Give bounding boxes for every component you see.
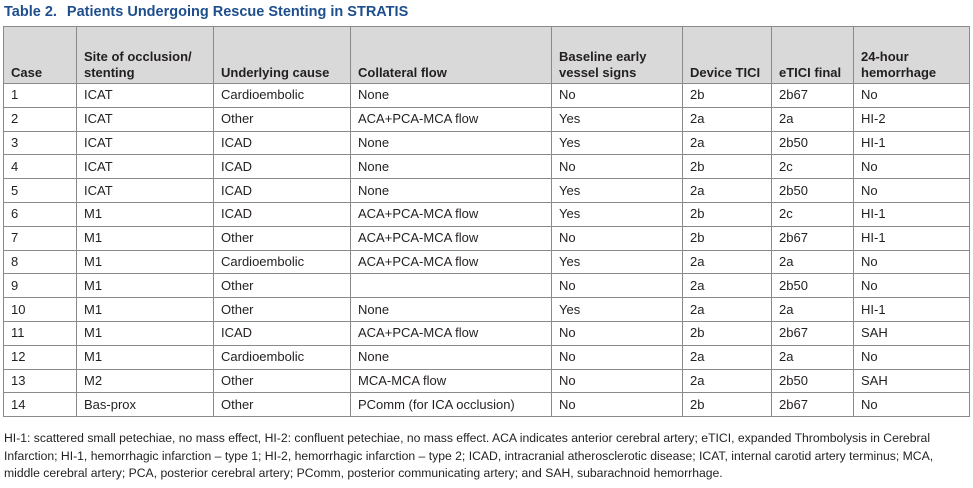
- table-cell: ICAT: [77, 179, 214, 203]
- table-cell: SAH: [854, 369, 970, 393]
- table-cell: 2b: [683, 84, 772, 108]
- table-cell: No: [552, 321, 683, 345]
- table-body: [4, 84, 970, 417]
- table-cell: 2a: [772, 345, 854, 369]
- table-cell: ICAT: [77, 84, 214, 108]
- table-cell: 7: [4, 226, 77, 250]
- table-cell: No: [854, 345, 970, 369]
- table-row: [4, 369, 970, 393]
- table-cell: 1: [4, 84, 77, 108]
- table-cell: 2a: [683, 131, 772, 155]
- table-row: [4, 393, 970, 417]
- table-cell: No: [552, 274, 683, 298]
- table-cell: None: [351, 345, 552, 369]
- table-cell: 2c: [772, 155, 854, 179]
- table-cell: HI-1: [854, 226, 970, 250]
- table-cell: 2a: [772, 298, 854, 322]
- table-row: [4, 250, 970, 274]
- table-cell: 11: [4, 321, 77, 345]
- table-cell: 2b50: [772, 369, 854, 393]
- table-cell: Cardioembolic: [214, 345, 351, 369]
- table-cell: 5: [4, 179, 77, 203]
- table-cell: HI-2: [854, 107, 970, 131]
- table-cell: Other: [214, 274, 351, 298]
- table-cell: ICAT: [77, 131, 214, 155]
- table-cell: 2b50: [772, 179, 854, 203]
- table-cell: SAH: [854, 321, 970, 345]
- table-cell: M1: [77, 321, 214, 345]
- table-cell: 2a: [772, 107, 854, 131]
- table-cell: HI-1: [854, 202, 970, 226]
- table-cell: Other: [214, 369, 351, 393]
- table-cell: ACA+PCA-MCA flow: [351, 250, 552, 274]
- table-cell: Yes: [552, 179, 683, 203]
- table-cell: No: [552, 155, 683, 179]
- table-cell: M1: [77, 298, 214, 322]
- table-cell: 4: [4, 155, 77, 179]
- table-row: [4, 345, 970, 369]
- table-cell: ACA+PCA-MCA flow: [351, 321, 552, 345]
- table-cell: Yes: [552, 202, 683, 226]
- table-cell: 2b: [683, 155, 772, 179]
- table-cell: ICAT: [77, 155, 214, 179]
- table-cell: ICAD: [214, 321, 351, 345]
- table-cell: 8: [4, 250, 77, 274]
- table-cell: [351, 274, 552, 298]
- table-cell: No: [854, 179, 970, 203]
- table-cell: Cardioembolic: [214, 84, 351, 108]
- table-cell: HI-1: [854, 298, 970, 322]
- table-cell: Other: [214, 107, 351, 131]
- column-header: Baseline early vessel signs: [552, 27, 683, 84]
- table-cell: None: [351, 84, 552, 108]
- column-header: 24-hour hemorrhage: [854, 27, 970, 84]
- table-cell: ICAT: [77, 107, 214, 131]
- table-cell: M1: [77, 202, 214, 226]
- table-cell: Other: [214, 298, 351, 322]
- table-cell: ICAD: [214, 131, 351, 155]
- table-cell: 2b: [683, 202, 772, 226]
- table-cell: M2: [77, 369, 214, 393]
- table-row: [4, 131, 970, 155]
- data-table: [3, 26, 970, 417]
- table-cell: None: [351, 131, 552, 155]
- table-cell: 2b67: [772, 321, 854, 345]
- table-cell: Yes: [552, 107, 683, 131]
- table-cell: 2a: [772, 250, 854, 274]
- table-cell: No: [552, 369, 683, 393]
- table-caption: Patients Undergoing Rescue Stenting in STRATIS: [66, 4, 409, 20]
- table-row: [4, 298, 970, 322]
- table-cell: ACA+PCA-MCA flow: [351, 226, 552, 250]
- column-header: Site of occlusion/ stenting: [77, 27, 214, 84]
- table-cell: Other: [214, 393, 351, 417]
- table-cell: None: [351, 179, 552, 203]
- table-number: Table 2.: [4, 4, 57, 20]
- table-cell: No: [552, 226, 683, 250]
- table-cell: 6: [4, 202, 77, 226]
- table-row: [4, 321, 970, 345]
- table-cell: 2b: [683, 321, 772, 345]
- table-cell: No: [552, 345, 683, 369]
- table-cell: Other: [214, 226, 351, 250]
- table-cell: 2b50: [772, 131, 854, 155]
- table-cell: 12: [4, 345, 77, 369]
- column-header: Case: [4, 27, 77, 84]
- table-cell: 2b67: [772, 393, 854, 417]
- table-cell: No: [854, 393, 970, 417]
- table-cell: 2c: [772, 202, 854, 226]
- table-cell: M1: [77, 250, 214, 274]
- table-cell: M1: [77, 274, 214, 298]
- table-cell: 2b50: [772, 274, 854, 298]
- table-cell: No: [854, 250, 970, 274]
- table-cell: 2b: [683, 226, 772, 250]
- table-cell: Bas-prox: [77, 393, 214, 417]
- column-header: Collateral flow: [351, 27, 552, 84]
- table-cell: 2a: [683, 369, 772, 393]
- table-cell: ACA+PCA-MCA flow: [351, 107, 552, 131]
- table-cell: ICAD: [214, 155, 351, 179]
- table-cell: M1: [77, 226, 214, 250]
- table-cell: ICAD: [214, 179, 351, 203]
- table-cell: 3: [4, 131, 77, 155]
- table-cell: 2b67: [772, 84, 854, 108]
- table-cell: 2a: [683, 107, 772, 131]
- table-cell: 2: [4, 107, 77, 131]
- column-header: Device TICI: [683, 27, 772, 84]
- table-footnote: HI-1: scattered small petechiae, no mass effect, HI-2: confluent petechiae, no mass effect. ACA indicates anterior cerebral artery; eTICI, expanded Thrombolysis in Cerebral Infarction; HI-1, hemorrhagic infarction – type 1; HI-2, hemorrhagic infarction – type 2; ICAD, intracranial atherosclerotic disease; ICAT, internal carotid artery terminus; MCA, middle cerebral artery; PCA, posterior cerebral artery; PComm, posterior communicating artery; and SAH, subarachnoid hemorrhage.: [4, 431, 934, 480]
- table-row: [4, 155, 970, 179]
- table-cell: 2a: [683, 250, 772, 274]
- table-cell: No: [854, 274, 970, 298]
- table-cell: 14: [4, 393, 77, 417]
- table-cell: Yes: [552, 131, 683, 155]
- table-cell: None: [351, 155, 552, 179]
- table-cell: 2a: [683, 298, 772, 322]
- table-cell: 10: [4, 298, 77, 322]
- table-row: [4, 84, 970, 108]
- table-cell: 2b67: [772, 226, 854, 250]
- table-row: [4, 226, 970, 250]
- table-cell: No: [854, 155, 970, 179]
- table-cell: HI-1: [854, 131, 970, 155]
- table-cell: ACA+PCA-MCA flow: [351, 202, 552, 226]
- table-cell: M1: [77, 345, 214, 369]
- table-cell: 13: [4, 369, 77, 393]
- table-cell: PComm (for ICA occlusion): [351, 393, 552, 417]
- table-cell: MCA-MCA flow: [351, 369, 552, 393]
- table-cell: No: [854, 84, 970, 108]
- column-header: Underlying cause: [214, 27, 351, 84]
- table-cell: 2a: [683, 274, 772, 298]
- table-cell: 9: [4, 274, 77, 298]
- table-cell: None: [351, 298, 552, 322]
- table-title: [4, 4, 408, 20]
- table-row: [4, 179, 970, 203]
- table-cell: Yes: [552, 250, 683, 274]
- table-row: [4, 107, 970, 131]
- table-cell: ICAD: [214, 202, 351, 226]
- table-cell: No: [552, 84, 683, 108]
- table-cell: 2a: [683, 345, 772, 369]
- table-cell: 2a: [683, 179, 772, 203]
- table-cell: 2b: [683, 393, 772, 417]
- table-cell: No: [552, 393, 683, 417]
- header-row: [4, 27, 970, 84]
- table-row: [4, 202, 970, 226]
- table-cell: Yes: [552, 298, 683, 322]
- table-row: [4, 274, 970, 298]
- column-header: eTICI final: [772, 27, 854, 84]
- table-cell: Cardioembolic: [214, 250, 351, 274]
